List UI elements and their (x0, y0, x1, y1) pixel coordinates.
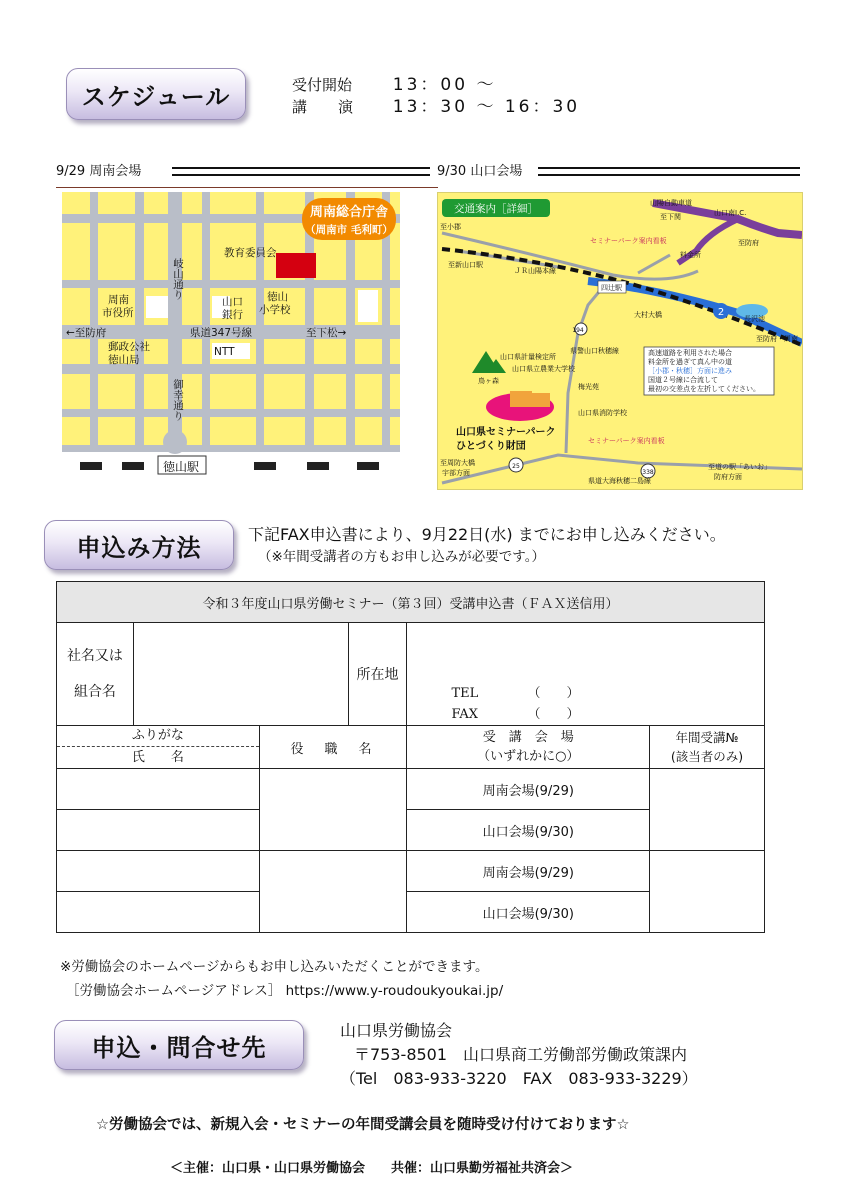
label-mori: 鳥ヶ森 (478, 377, 499, 385)
label-post-2: 徳山局 (108, 354, 140, 366)
entry1-venue-a[interactable] (407, 769, 650, 810)
label-bottom-left-1: 至周防大橋 (440, 459, 475, 467)
label-bank-2: 銀行 (222, 309, 243, 321)
label-ic: 山口南I.C. (714, 209, 747, 217)
seminar-park-bldg-2 (532, 393, 550, 407)
label-ticket: 料金所 (680, 251, 701, 259)
label-to-shimonoseki: 至下関 (660, 213, 681, 221)
station-area (62, 452, 400, 484)
venue-divider (56, 187, 438, 188)
venue-header-2: （いずれかに○） (477, 749, 580, 764)
note-5: 最初の交差点を左折してください。 (648, 385, 760, 393)
label-shiyakusho-2: 市役所 (102, 307, 134, 319)
tel-paren: （ ） (527, 686, 580, 701)
annual-header-1: 年間受講№ (675, 730, 739, 745)
traffic-badge-text: 交通案内［詳細］ (454, 203, 538, 215)
yamaguchi-map (437, 192, 803, 490)
label-bottom-right-1: 至道の駅「あいお」 (708, 463, 771, 471)
label-bottom-right-2: 防府方面 (714, 473, 742, 481)
schedule-heading (66, 68, 246, 120)
entry2-venue-b-label: 山口会場(9/30) (482, 906, 574, 922)
fax-paren: （ ） (527, 707, 580, 722)
entry2-name-input[interactable] (57, 892, 260, 933)
application-heading-text: 申込み方法 (76, 533, 202, 562)
lecture-label: 講 演 (292, 98, 362, 116)
label-ntt: NTT (214, 346, 235, 358)
company-label-cell (57, 623, 134, 726)
badge-line1: 周南総合庁舎 (309, 205, 389, 220)
entry2-venue-a-label: 周南会場(9/29) (482, 865, 574, 881)
label-shiyakusho-1: 周南 (108, 294, 129, 306)
label-station: 徳山駅 (163, 460, 200, 474)
label-keisoku: 山口県計量検定所 (500, 353, 556, 361)
label-jr: ＪＲ山陽本線 (514, 267, 556, 275)
address-label-cell (348, 623, 407, 726)
label-gisan: 岐山通り (172, 258, 184, 300)
contact-heading-text: 申込・問合せ先 (91, 1033, 267, 1062)
entry2-venue-b[interactable] (407, 892, 650, 933)
entry2-venue-a[interactable] (407, 851, 650, 892)
entry1-position-input[interactable] (259, 769, 407, 851)
position-header-cell (259, 726, 407, 769)
reception-time: 13：00 ～ (392, 75, 497, 95)
position-header: 役 職 名 (290, 741, 376, 757)
form-title: 令和３年度山口県労働セミナー（第３回）受講申込書（ＦＡＸ送信用） (202, 596, 619, 612)
contact-heading (54, 1020, 304, 1070)
seminar-park-bldg-1 (510, 391, 532, 407)
venue-header-cell (407, 726, 650, 769)
furigana-header: ふりがな (57, 726, 259, 747)
label-police: 県警山口秋穂線 (570, 347, 619, 355)
homepage-address[interactable]: ［労働協会ホームページアドレス］ https://www.y-roudoukyoukai.jp/ (66, 983, 504, 999)
contact-org: 山口県労働協会 (340, 1021, 453, 1040)
shunan-map (62, 192, 400, 484)
label-nougyou: 山口県立農業大学校 (512, 365, 575, 373)
homepage-note: ※労働協会のホームページからもお申し込みいただくことができます。 (60, 959, 489, 975)
annual-header-cell (650, 726, 765, 769)
entry2-furigana-input[interactable] (57, 851, 260, 892)
label-kanban2: セミナーパーク案内看板 (588, 437, 665, 445)
annual-header-2: (該当者のみ) (670, 749, 744, 764)
label-r25: 25 (512, 463, 520, 470)
fax-label: FAX (451, 707, 478, 722)
name-header-cell (57, 726, 260, 769)
venue-shunan-label: 9/29 周南会場 (56, 164, 142, 179)
application-heading (44, 520, 234, 570)
name-header: 氏 名 (131, 750, 184, 765)
reception-label: 受付開始 (292, 76, 353, 94)
membership-note: ☆労働協会では、新規入会・セミナーの年間受講会員を随時受け付けております☆ (96, 1117, 630, 1133)
label-to-hofu: ←至防府 (66, 327, 107, 339)
lecture-time: 13：30 ～ 16：30 (392, 97, 581, 117)
entry1-annual-input[interactable] (650, 769, 765, 851)
entry1-name-input[interactable] (57, 810, 260, 851)
shunan-map-svg (62, 192, 400, 484)
east-block (358, 290, 378, 322)
label-post-1: 郵政公社 (108, 341, 150, 353)
footer-sponsors: ＜主催：山口県・山口県労働協会 共催：山口県勤労福祉共済会＞ (170, 1161, 574, 1176)
label-facility-2: ひとづくり財団 (456, 441, 526, 452)
roundabout (163, 430, 187, 454)
venue-header-1: 受 講 会 場 (482, 730, 574, 745)
label-dairo: 大村大橋 (634, 311, 662, 319)
yamaguchi-map-svg (438, 193, 802, 489)
label-shrine: 梅光苑 (578, 383, 599, 391)
entry1-venue-b[interactable] (407, 810, 650, 851)
form-title-cell (57, 582, 765, 623)
label-r338: 338 (642, 469, 654, 476)
label-to-kudamatsu: 至下松→ (306, 327, 347, 339)
entry1-furigana-input[interactable] (57, 769, 260, 810)
venue-shunan-rule (172, 167, 430, 176)
entry2-position-input[interactable] (259, 851, 407, 933)
company-input[interactable] (133, 623, 348, 726)
address-input[interactable] (407, 623, 765, 726)
application-form (56, 581, 765, 933)
badge-line2: （周南市 毛利町） (305, 224, 393, 236)
venue-yamaguchi-label: 9/30 山口会場 (437, 164, 523, 179)
route2-label: 2 (717, 307, 725, 318)
label-bottom-road: 県道大海秋穂二島線 (588, 477, 651, 485)
label-r194: 194 (572, 327, 584, 334)
shunan-office-building (276, 253, 316, 278)
tel-label: TEL (451, 686, 479, 701)
schedule-lecture (292, 92, 580, 117)
label-expressway: 山陽自動車道 (650, 199, 692, 207)
label-school-2: 小学校 (259, 304, 291, 316)
schedule-heading-text: スケジュール (81, 82, 231, 111)
label-to-tokuyama: 至防府・周南 (756, 335, 798, 343)
label-kyoiku: 教育委員会 (224, 247, 277, 259)
label-to-shimoyama: 至新山口駅 (448, 261, 483, 269)
label-bottom-left-2: 宇部方面 (442, 469, 470, 477)
label-facility-1: 山口県セミナーパーク (456, 427, 556, 438)
contact-phone: （Tel 083-933-3220 FAX 083-933-3229） (340, 1069, 698, 1088)
fax-line (451, 704, 764, 725)
label-to-ogori: 至小郡 (440, 223, 461, 231)
label-bank-1: 山口 (222, 296, 243, 308)
company-label-1: 社名又は (66, 648, 123, 664)
note-2: 料金所を過ぎて真ん中の道 (648, 358, 732, 366)
label-to-hofu: 至防府 (738, 239, 759, 247)
label-route: 県道347号線 (190, 327, 253, 339)
label-yonoshoku: 四辻駅 (601, 284, 622, 292)
application-instruction: 下記FAX申込書により、9月22日(水) までにお申し込みください。 (248, 525, 726, 544)
contact-address: 〒753-8501 山口県商工労働部労働政策課内 (354, 1045, 688, 1064)
entry1-venue-b-label: 山口会場(9/30) (482, 824, 574, 840)
note-1: 高速道路を利用された場合 (648, 349, 732, 357)
note-3: ［小郡・秋穂］方面に進み (648, 367, 732, 375)
tel-line (451, 683, 764, 704)
entry1-venue-a-label: 周南会場(9/29) (482, 783, 574, 799)
label-fire: 山口県消防学校 (578, 409, 627, 417)
entry2-annual-input[interactable] (650, 851, 765, 933)
note-4: 国道２号線に合流して (648, 376, 718, 384)
venue-yamaguchi-rule (538, 167, 800, 176)
label-school-1: 徳山 (267, 291, 288, 303)
label-nagasawa: 長沢池 (744, 315, 765, 323)
address-label: 所在地 (356, 667, 399, 683)
city-hall-block (146, 296, 168, 318)
application-instruction-note: （※年間受講者の方もお申し込みが必要です。） (258, 549, 545, 565)
company-label-2: 組合名 (73, 684, 116, 700)
label-gomiyuki: 御幸通り (172, 379, 184, 421)
label-kanban1: セミナーパーク案内看板 (590, 237, 667, 245)
